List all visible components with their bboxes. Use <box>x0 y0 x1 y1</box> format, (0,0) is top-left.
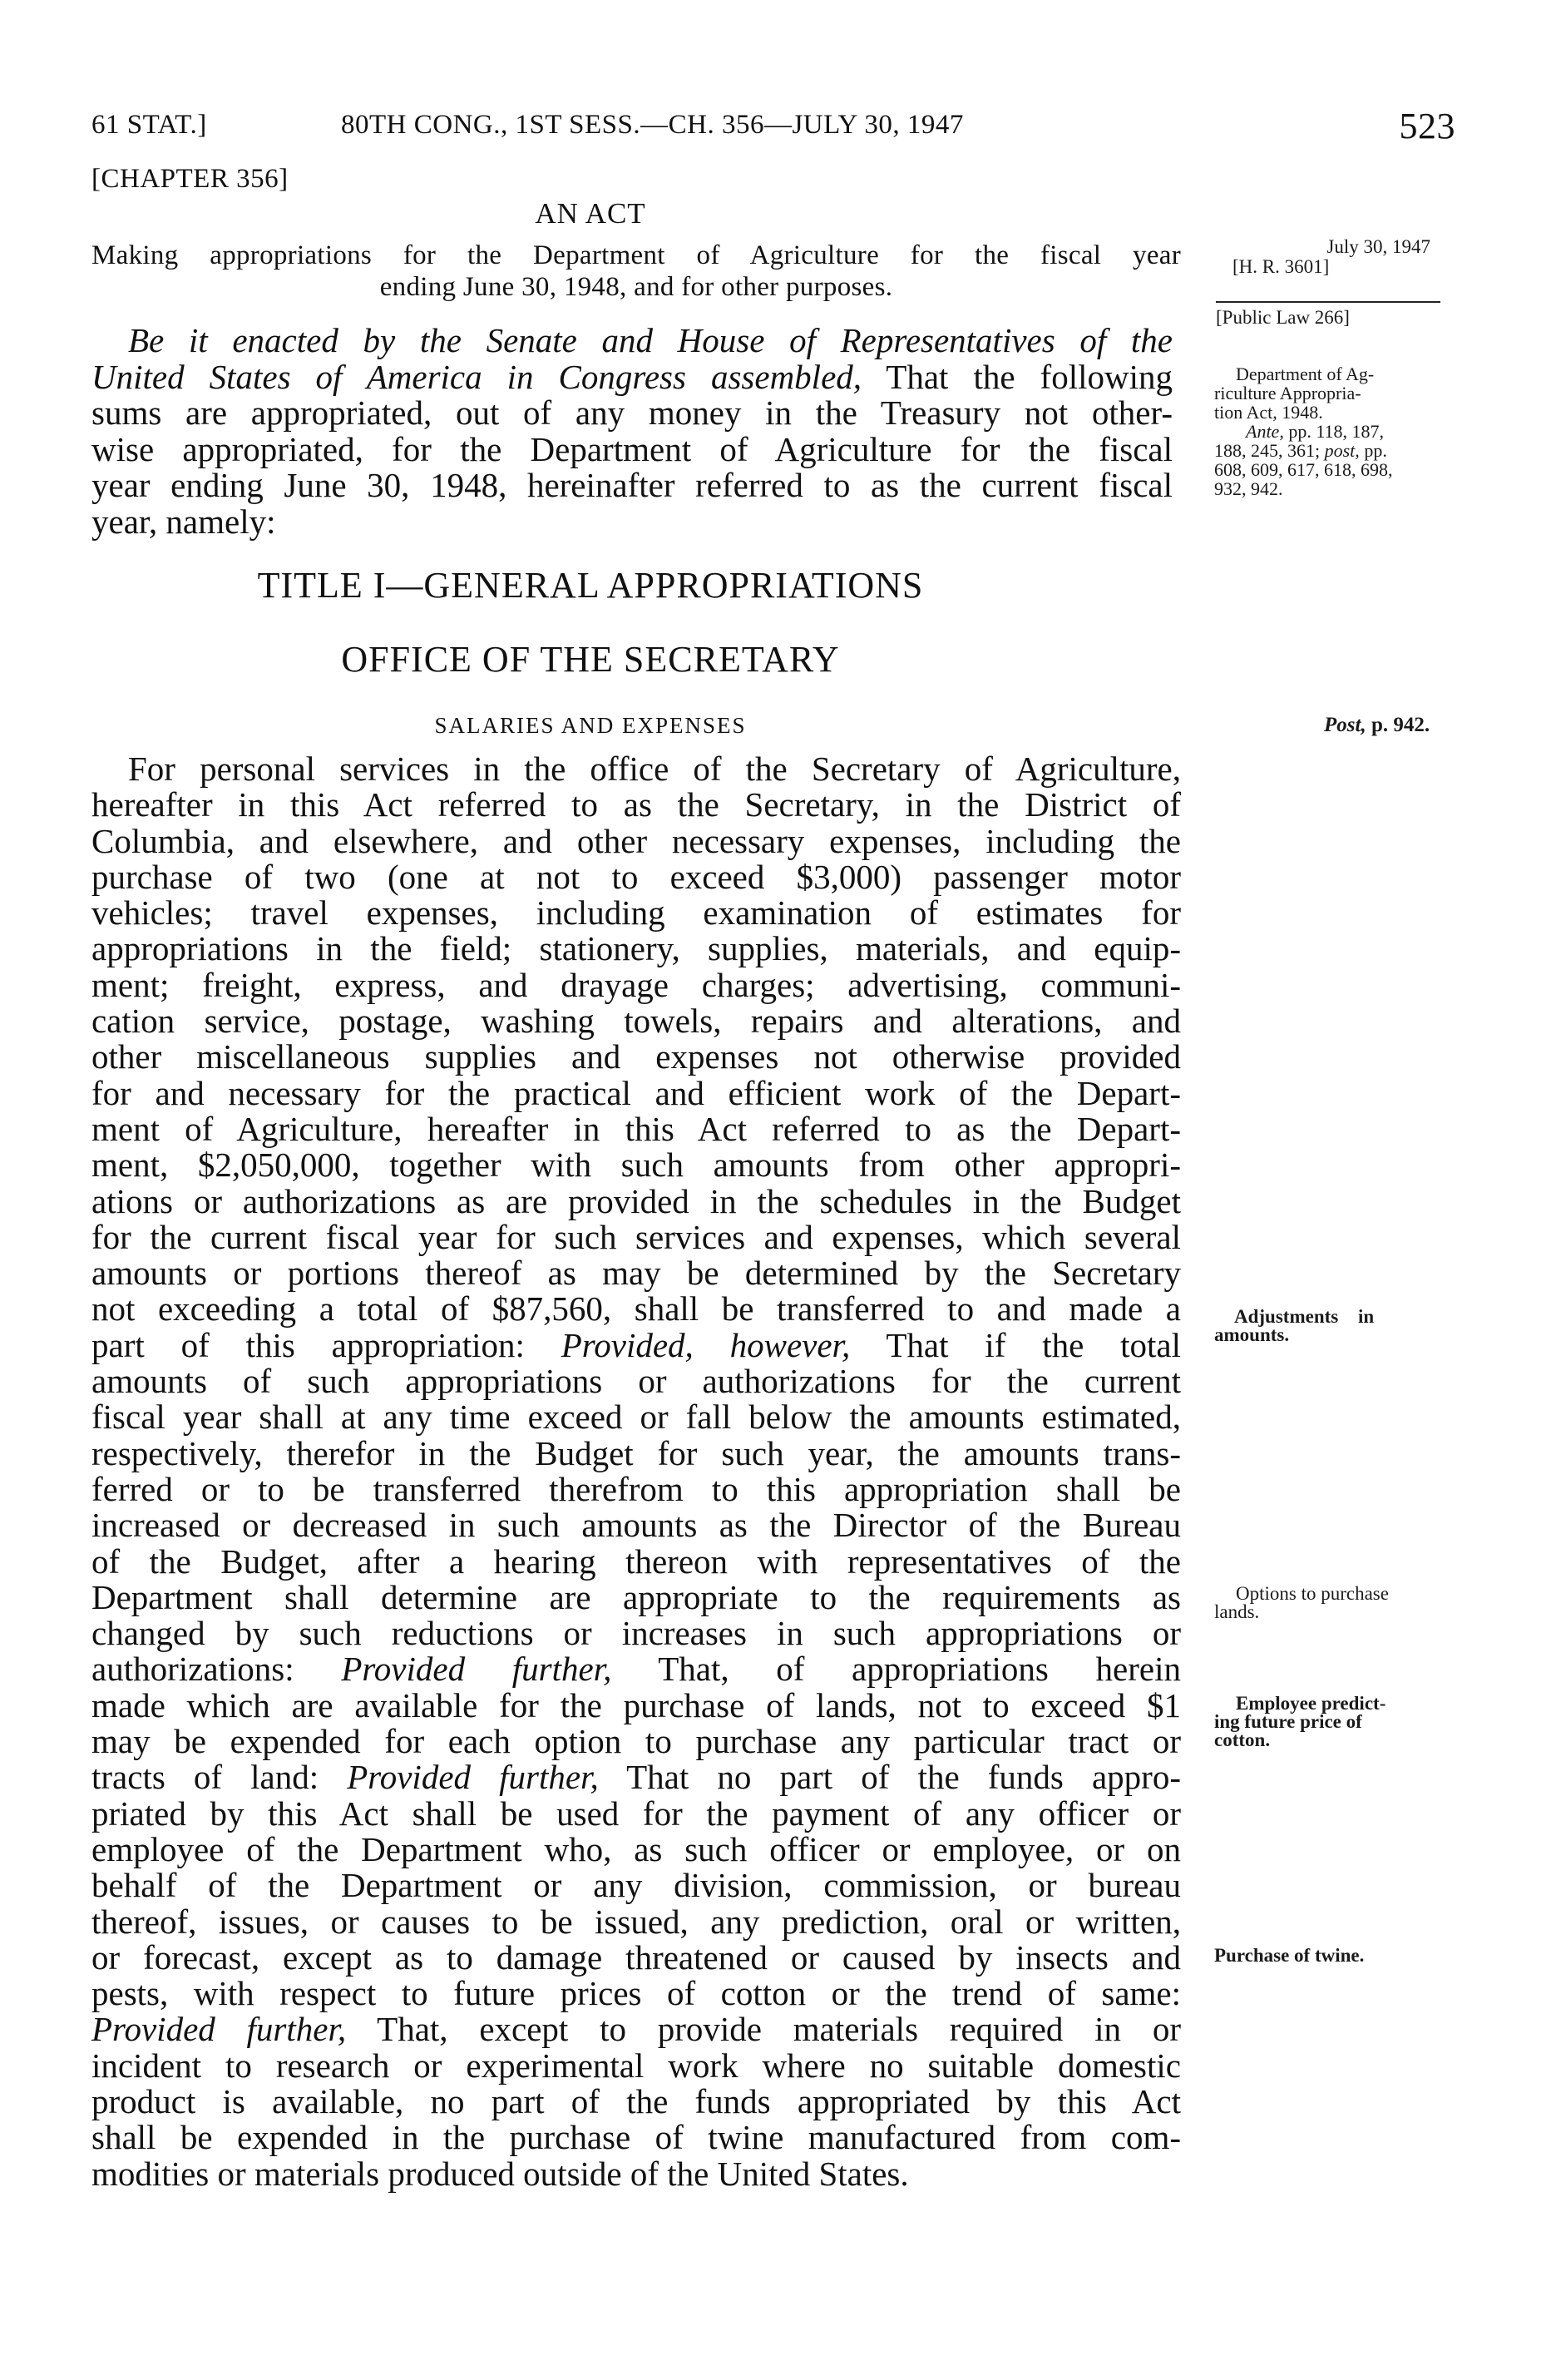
text-line: made which are available for the purchase of lands, not to exceed $1 <box>91 1685 1181 1724</box>
enacting-line: wise appropriated, for the Department of Agriculture for the fiscal <box>91 429 1173 468</box>
office-heading: OFFICE OF THE SECRETARY <box>341 639 840 680</box>
text-segment: That, of appropriations herein <box>611 1650 1181 1689</box>
text-line: for the current fiscal year for such services and expenses, which several <box>91 1217 1181 1256</box>
running-header <box>91 106 1455 151</box>
text-line: ment, $2,050,000, together with such amounts from other appropri- <box>91 1145 1181 1185</box>
text-line: may be expended for each option to purchase any particular tract or <box>91 1722 1181 1761</box>
text-segment: That no part of the funds appro- <box>598 1758 1181 1797</box>
text-segment: That, except to provide materials required in or <box>346 2010 1181 2049</box>
text-line: For personal services in the office of the Secretary of Agriculture, <box>128 750 1181 788</box>
approval-date: July 30, 1947 <box>1326 236 1430 257</box>
text-line: incident to research or experimental work where no suitable domestic <box>91 2046 1181 2085</box>
margin-italic: post, <box>1324 440 1360 461</box>
margin-text: 188, 245, 361; <box>1214 440 1325 461</box>
margin-note-post <box>1324 714 1551 737</box>
text-line: increased or decreased in such amounts as the Director of the Bureau <box>91 1506 1181 1545</box>
text-line <box>91 1759 1181 1795</box>
enacting-clause <box>91 323 1173 540</box>
proviso-italic: Provided further, <box>347 1758 599 1797</box>
text-segment: tracts of land: <box>91 1758 348 1797</box>
proviso-italic: Provided further, <box>91 2010 347 2049</box>
margin-text: p. 942. <box>1366 714 1430 736</box>
enacting-line <box>91 323 1173 359</box>
margin-note-adjustments <box>1214 1308 1455 1344</box>
margin-italic: Post, <box>1324 714 1366 736</box>
text-line: hereafter in this Act referred to as the Secretary, in the District of <box>91 785 1181 824</box>
text-line: behalf of the Department or any division, commission, or bureau <box>91 1866 1181 1905</box>
public-law-number: [Public Law 266] <box>1216 307 1350 328</box>
enacting-line: year, namely: <box>91 502 276 541</box>
salaries-paragraph <box>91 751 1181 2192</box>
enacting-formula: Be it enacted by the Senate and House of Representatives of the <box>128 321 1173 359</box>
margin-line: Employee predict- <box>1236 1693 1386 1714</box>
text-line: for and necessary for the practical and efficient work of the Depart- <box>91 1073 1181 1112</box>
chapter-label: [CHAPTER 356] <box>91 164 289 194</box>
page-number: 523 <box>1399 106 1455 146</box>
text-line: ations or authorizations as are provided in the schedules in the Budget <box>91 1181 1181 1220</box>
margin-line: Adjustments in <box>1234 1306 1375 1327</box>
enacting-formula-cont: United States of America in Congress assembled, <box>91 357 862 396</box>
congress-session: 80TH CONG., 1ST SESS.—CH. 356—JULY 30, 1947 <box>341 110 964 140</box>
text-segment: That if the total <box>850 1325 1181 1364</box>
text-line: appropriations in the field; stationery, supplies, materials, and equip- <box>91 929 1181 968</box>
enacting-line <box>91 359 1173 396</box>
margin-line: amounts. <box>1214 1324 1290 1345</box>
margin-line: ing future price of <box>1214 1711 1362 1732</box>
margin-line <box>1214 441 1455 460</box>
text-line: Columbia, and elsewhere, and other necessary expenses, including the <box>91 821 1181 860</box>
margin-line: cotton. <box>1214 1729 1271 1750</box>
text-line: or forecast, except as to damage threatened or caused by insects and <box>91 1937 1181 1977</box>
margin-text: pp. <box>1359 440 1387 461</box>
text-line: priated by this Act shall be used for the payment of any officer or <box>91 1794 1181 1833</box>
text-line: ferred or to be transferred therefrom to this appropriation shall be <box>91 1469 1181 1508</box>
text-line: amounts or portions thereof as may be determined by the Secretary <box>91 1254 1181 1293</box>
margin-line: riculture Appropria- <box>1214 383 1361 403</box>
margin-text: pp. 118, 187, <box>1283 421 1385 442</box>
text-segment: part of this appropriation: <box>91 1325 561 1364</box>
text-line <box>91 2011 1181 2047</box>
text-segment: authorizations: <box>91 1650 342 1689</box>
text-line: not exceeding a total of $87,560, shall be transferred to and made a <box>91 1289 1181 1329</box>
act-purpose <box>91 240 1181 303</box>
text-line: vehicles; travel expenses, including examination of estimates for <box>91 893 1181 933</box>
text-line <box>91 1325 1181 1364</box>
bill-number: [H. R. 3601] <box>1232 256 1330 277</box>
margin-italic: Ante, <box>1246 421 1284 442</box>
enacting-text: That the following <box>862 357 1173 396</box>
margin-line: 932, 942. <box>1214 478 1283 499</box>
section-subheading: SALARIES AND EXPENSES <box>434 713 747 738</box>
title-heading: TITLE I—GENERAL APPROPRIATIONS <box>257 565 924 606</box>
text-line: changed by such reductions or increases in such appropriations or <box>91 1614 1181 1653</box>
text-line: ment of Agriculture, hereafter in this Act referred to as the Depart- <box>91 1109 1181 1148</box>
text-line: amounts of such appropriations or authorizations for the current <box>91 1362 1181 1401</box>
margin-note-department <box>1214 364 1455 498</box>
enacting-line: sums are appropriated, out of any money in the Treasury not other- <box>91 393 1173 432</box>
text-line: Department shall determine are appropriate to the requirements as <box>91 1577 1181 1616</box>
text-line: pests, with respect to future prices of cotton or the trend of same: <box>91 1974 1181 2013</box>
text-line: fiscal year shall at any time exceed or fall below the amounts estimated, <box>91 1398 1181 1437</box>
margin-divider <box>1216 301 1440 303</box>
proviso-italic: Provided further, <box>341 1650 612 1689</box>
margin-line <box>1214 422 1455 441</box>
margin-note-options <box>1214 1585 1455 1621</box>
text-line: modities or materials produced outside of the United States. <box>91 2154 909 2193</box>
margin-line: 608, 609, 617, 618, 698, <box>1214 459 1393 480</box>
text-line: purchase of two (one at not to exceed $3,000) passenger motor <box>91 857 1181 896</box>
statute-reference: 61 STAT.] <box>91 110 207 140</box>
enacting-line: year ending June 30, 1948, hereinafter referred to as the current fiscal <box>91 466 1173 504</box>
proviso-italic: Provided, however, <box>561 1325 851 1364</box>
text-line: other miscellaneous supplies and expenses not otherwise provided <box>91 1037 1181 1076</box>
text-line <box>91 1651 1181 1687</box>
margin-line: Department of Ag- <box>1236 364 1375 384</box>
margin-date-note <box>1214 237 1455 277</box>
text-line: product is available, no part of the funds appropriated by this Act <box>91 2081 1181 2120</box>
margin-note-employee <box>1214 1695 1455 1749</box>
text-line: respectively, therefor in the Budget for such year, the amounts trans- <box>91 1433 1181 1472</box>
margin-line: Options to purchase <box>1236 1583 1389 1604</box>
margin-note-twine: Purchase of twine. <box>1214 1945 1365 1966</box>
purpose-line: ending June 30, 1948, and for other purposes. <box>379 272 893 302</box>
text-line: thereof, issues, or causes to be issued, any prediction, oral or written, <box>91 1902 1181 1941</box>
text-line: employee of the Department who, as such officer or employee, or on <box>91 1829 1181 1868</box>
text-line: of the Budget, after a hearing thereon with representatives of the <box>91 1541 1181 1581</box>
text-line: cation service, postage, washing towels, repairs and alterations, and <box>91 1002 1181 1041</box>
act-heading: AN ACT <box>535 197 646 230</box>
margin-line: lands. <box>1214 1601 1260 1622</box>
margin-line: tion Act, 1948. <box>1214 402 1323 423</box>
purpose-line: Making appropriations for the Department of Agriculture for the fiscal year <box>91 240 1181 270</box>
text-line: ment; freight, express, and drayage charges; advertising, communi- <box>91 965 1181 1004</box>
text-line: shall be expended in the purchase of twine manufactured from com- <box>91 2118 1181 2157</box>
